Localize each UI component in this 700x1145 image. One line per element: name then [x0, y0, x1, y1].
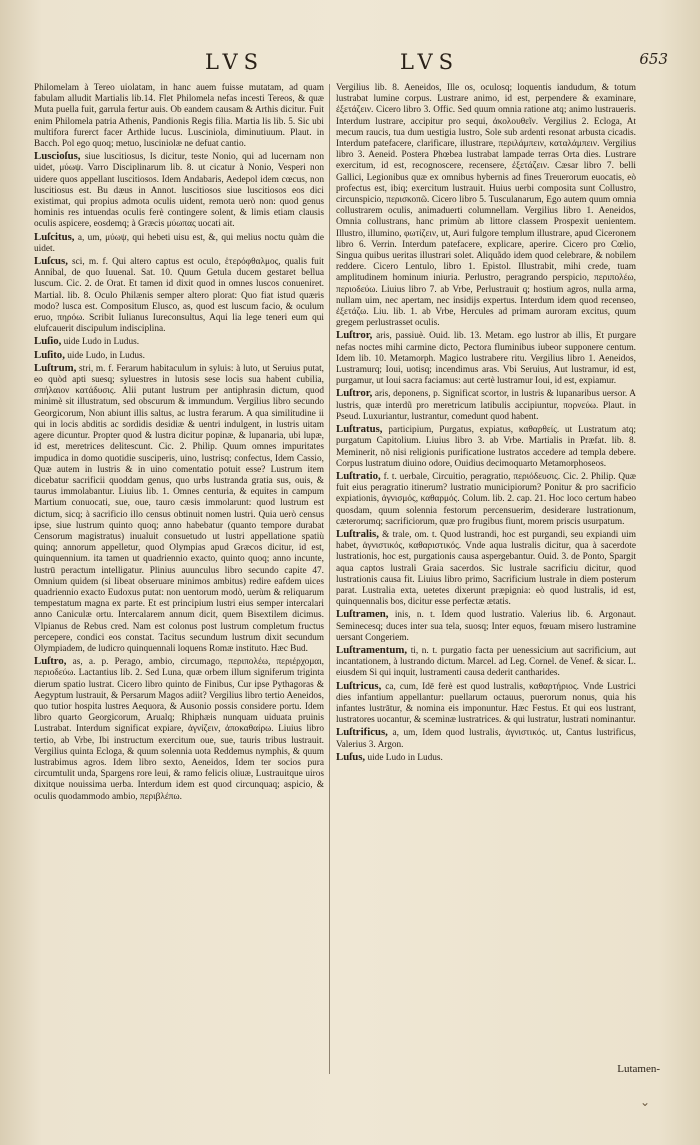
dictionary-entry: [336, 471, 636, 528]
entry-text: f. t. uerbale, Circuitio, peragratio, περιόδευσις. Cic. 2. Philip. Quæ fuit eius peragratio itinerum? lustratio municipiorum? Ponitur & pro sacrificio expiationis, ἁγνισμός, καθαρμός. Colum. lib. 2. cap. 21. Hoc loco certum habeo quosdam, quum solennia festorum percensuerim, desiderare lustrationum, cæterorumq; sacrificiorum, quæ pro frugibus fiunt, morem priscis usurpatum.: [336, 471, 636, 527]
entry-text: stri, m. f. Ferarum habitaculum in syluis: à luto, ut Seruius putat, eo quòd apti suesq; syluestres in lutosis sese locis sua habent cubilia, σπήλαιον κατάδυσις. Alii putant lustrum per antiphrasin dictum, quod minimè sit illustratum, sed obscurum & immundum. Vergilius libro secundo Georgicorum, Non abiunt illis saltus, ac lustra ferarum. A qua similitudine ii qui in locis abditis ac sordidis desidiæ & uentri indulgent, in lustris uitam agere dicuntur. Propter quod & lustra dicitur popinæ, & lupanaria, ubi lupæ, id est, meretrices delitescunt. Cic. 2. Philip. Quum omnes impuritates impudica in domo quotidie susciperis, uino, lustrisq; confectus, Idem Cassio, Quæ autem in lustris & in uino comentatio potuit esse? Lustrum item dicebatur sacrificii quoddam genus, quo urbs lustranda gratia sus, ouis, & taurus immolabantur. Liuius lib. 1. Omnes centuria, & equites in campum Martium conuocati, sue, oue, tauro cæsis immolarunt: quod lustrum est dictum, sicq; à sacrificio illo census obtinuit nomen lustri. Quia uerò census ipse, siue lustrum quinto quoq; anno habebatur (quanto tempore durabat Censorum magistratus) inualuit consuetudo ut lustri appellatione spatiù quinq; annorum appelletur, quod Olympias apud Græcos dicitur, id est, quinquennium. ita tamen ut quadriennio exacto, quinto quoq; anno incunte, lustrū peractum intelligatur. Plinius auunculus libro secundo capite 47. Omnium quidem (si libeat obseruare minimos ambitus) redire eafdem uices quadriennio exacto Eudoxus putat: non uentorum modò, uerùm & reliquarum tempestatum magna ex parte. Et est principium lustri eius semper intercalari anno Caniculæ ortu. Intercalarem annum dicit, quem Bisextilem dicimus. Vlpianus de Rebus cred. Nam est colonus post lustrum completum fructus percepere, condici eos constat. Tacitus secundum lustrum dixit secundum Olympiadem, de ludicro quinquennali loquens Romæ instituto. Hæc Bud.: [34, 363, 324, 654]
entry-headword: Luſtrum,: [34, 361, 77, 374]
entry-headword: Luscioſus,: [34, 150, 81, 163]
entry-text: ca, cum, Idē ferè est quod lustralis, καθαρτήριος. Vnde Lustrici dies infantium appellantur: puellarum octauus, puerorum nonus, quia his infantes lustrātur, & nomina eis imponuntur. Hæc Festus. Et qui eos lustrant, lustratores uocantur, & sceminæ lustratrices. & qui lustratur, lustrati nominantur.: [336, 681, 636, 726]
catchword: Lutamen-: [617, 1063, 660, 1075]
dictionary-entry: [34, 336, 324, 348]
entry-headword: Luſtro,: [34, 655, 67, 668]
entry-text: sci, m. f. Qui altero captus est oculo, ἑτερόφθαλμος, qualis fuit Annibal, de quo Iuuenal. Sat. 10. Quum Getula ducem gestaret bellua luscum. Cic. 2. de Orat. Et tamen id dixit quod in omnes luscos conueniret. Martial. lib. 8. Oculo Philænis semper altero plorat: Quo fiat istud quæris modo? lusca est. Compositum Elusco, as, quod est luscum facio, & oculum eruo, πηρόω. Scribit Iulianus Iureconsultus, Aqui lia lege teneri eum qui elufcauerit discipulum indisciplina.: [34, 257, 324, 335]
entry-text: siue luscitiosus, Is dicitur, teste Nonio, qui ad lucernam non uidet, μύωψ. Varro Disciplinarum lib. 8. ut cicatur à Nonio, Vesperi non uidere quos appellant luscitiosos. Idem Andabaris, Aedepol idem cœcus, non luscitiosus est. Bu dæus in Annot. luscitiosos siue luscitiosos eos dici existimat, qui propius admota oculis uident, remota uerò non: quod genus hominis res intuendas oculis ferè contingere solent, & limis etiam clausis oculis aspicere, eosdemq; à Græcis μύωπας uocati ait.: [34, 152, 324, 230]
entry-headword: Luſtratus,: [336, 423, 383, 436]
entry-text: participium, Purgatus, expiatus, καθαρθείς. ut Lustratum atq; purgatum Capitolium. Liuius libro 3. ab Vrbe. Martialis in Præfat. lib. 8. Meminerit, nõ nisi religionis purificatione lustratos accedere ad templa debere. Corpus lustratum diuino odore, Ouidius decimoquarto Metamorphoseos.: [336, 425, 636, 469]
entry-headword: Luſtrificus,: [336, 726, 388, 739]
entry-text: ti, n. t. purgatio facta per uenessicium aut sacrificium, aut incantationem, à lustrando dictum. Marcel. ad Leg. Cornel. de Venef. & sicar. L. eiusdem Si qui inquit, lustramenti causa dederit cantharides.: [336, 645, 636, 679]
entry-text: Philomelam à Tereo uiolatam, in hanc auem fuisse mutatam, ad quam fabulam alludit Martialis lib.14. Flet Philomela nefas incesti Tereos, & quæ Muta puella fuit, garrula fertur auis. Ob eandem causam & Arthis dicitur. Fuit enim Philomela patria Athenis, Pandionis Regis filia. Martia lis lib. 5. Sic ubi multifora furerct facer Arthide lucus. Lusciniola, diminutiuum. Plaut. in Bacch. Pol ego quoq; metuo, lusciniolæ ne defuat cantio.: [34, 83, 324, 150]
entry-text: a, um, Idem quod lustralis, ἁγνιστικός. ut, Cantus lustrificus, Valerius 3. Argon.: [336, 728, 636, 750]
running-title-left: LVS: [205, 50, 265, 74]
entry-text: aris, deponens, p. Significat scortor, in lustris & lupanaribus uersor. A lustris, quæ interdũ pro meretricum latibulis accipiuntur, πορνεύω. Plaut. in Pseud. Luxuriantur, lustrantur, comedunt quod habent.: [336, 389, 636, 422]
entry-headword: Luſtramentum,: [336, 643, 408, 656]
running-header: [0, 50, 700, 80]
dictionary-entry: [336, 727, 636, 750]
entry-headword: Luſus,: [336, 750, 366, 763]
dictionary-entry: [34, 82, 324, 150]
dictionary-entry: [34, 151, 324, 230]
entry-headword: Luſcitus,: [34, 230, 75, 243]
entry-text: Vergilius lib. 8. Aeneidos, Ille os, oculosq; loquentis iandudum, & totum lustrabat lumine corpus. Lustrare animo, id est, perpendere & examinare, ἐξετάζειν. Cicero libro 3. Offic. Sed quum omnia ratione atq; animo lustraueris. Interdum lustrare, accipitur pro sequi, ἀκολουθεῖν. Vergilius 2. Ecloga, At mecum raucis, tua dum uestigia lustro, Sole sub ardenti resonat arbusta cicadis. Interdum patefacere, clarificare, illustrare, περιλάμπειν, καταλάμπειν. Vergilius libro 3. Aeneid. Postera Phœbea lustrabat lampade terras Orta dies. Lustrare exercitum, id est, recognoscere, recensere, ἐξετάζειν. Cæsar libro 7. belli Gallici, Legionibus quæ ex omnibus hybernis ad fines Treuerorum euocatis, eò profectus est, ibiq; exercitum lustrauit. Huius uerbi composita sunt Collustro, circunspicio, περισκοπῶ. Cicero libro 5. Tusculanarum, Ego autem quum omnia collustrarem oculis, animaduerti columnellam. Vergilius libro 1. Aeneidos, Omnia collustrans, hanc primùm ab littore classem Prospexit uenientem. Illustro, illumino, φωτίζειν, ut, Auri fulgore templum illustrare, apud Ciceronem libro 6. Verrin. Interdum patefacere, explicare, aperire. Cicero pro Cœlio, Singua quibus ueritas illustrari solet. Aliquãdo idem quod celebrare, & nobilem reddere. Cicero Lentulo, libro 1. Epistol. Illustrabit, mihi crede, tuam amplitudinem hominum iniuria. Perlustro, peragrando perspicio, περιπολέω, περιοδεύω. Liuius libro 7. ab Vrbe, Perlustrauit q; hostium agros, nulla arma, nullam uim, nec apertam, nec insidijs expertus. Interdum idem quod recenseo, ἐξετάζω. Liu. lib. 1. ab Vrbe, Hercules ad primam auroram excitus, quum gregem perlustrasset oculis.: [336, 83, 636, 329]
entry-text: uide Ludo, in Ludus.: [67, 350, 145, 361]
entry-headword: Luſtror,: [336, 387, 373, 400]
dictionary-entry: [34, 256, 324, 335]
dictionary-entry: [34, 232, 324, 255]
entry-headword: Luſtror,: [336, 329, 373, 342]
entry-text: as, a. p. Perago, ambio, circumago, περιπολέω, περιέρχομαι, περιοδεύω. Lactantius lib. 2. Sed Luna, quæ orbem illum signiferum triginta dierum spatio lustrat. Cicero libro quinto de Finibus, Cur ipse Pythagoras & Aegyptum lustrauit, & Persarum Magos adiit? Vergilius libro tertio Aeneidos, quo tutior hospita lustres Aequora, & Ausonio possis considere portu. Idem libro quarto Georgicorum, Arualq; Rhiphæis nunquam uiduata pruinis Lustrabat. Interdum significat expiare, ἀγνίζειν, ἀποκαθαίρω. Liuius libro tertio, ab Vrbe, Ibi instructum exercitum oue, sue, tauris tribus lustrauit. Vergilius quinta Ecloga, & quum solennia uota Reddemus nymphis, & quum lustrabimus agros. Idem libro sexto, Aeneidos, Idem ter socios pura circumtulit unda, Spargens rore leui, & ramo felicis oliuæ, Lustrauitque uiros dixitque nouissima uerba. Interdum idem est quod circunquaq; aspicio, & oculis quodammodo ambio, περιβλέπω.: [34, 657, 324, 802]
entry-text: & trale, om. t. Quod lustrandi, hoc est purgandi, seu expiandi uim habet, ἁγνιστικός, καθαριστικός. Vnde aqua lustralis dicitur, qua à sacerdote lustrationis, hoc est, purgationis causa aspergebantur. Ouid. 3. de Ponto, Spargit aqua captos lustrali Graia sacerdos. Sic lustrale sacrificiu dicitur, quod lustrationis causa fit. Liuius libro primo, Sacrificium lustrale in diem posterum parat. Lustralia exta, uetetes dixerunt præpignia: eò quod lustralis, id est, quinquennalis bos, dicitur esse perfectæ ætatis.: [336, 529, 636, 608]
page-number: 653: [639, 50, 668, 68]
left-column: [34, 82, 324, 1082]
entry-headword: Luſtratio,: [336, 469, 381, 482]
entry-headword: Luſito,: [34, 348, 65, 361]
dictionary-entry: [336, 529, 636, 608]
entry-headword: Luſio,: [34, 335, 62, 348]
right-column: [336, 82, 636, 1082]
entry-text: a, um, μύωψ, qui hebeti uisu est, &, qui melius noctu quàm die uidet.: [34, 232, 324, 254]
column-divider: [329, 84, 330, 1074]
dictionary-entry: [34, 350, 324, 362]
entry-headword: Luſtralis,: [336, 527, 379, 540]
dictionary-entry: [34, 363, 324, 655]
dictionary-entry: [336, 82, 636, 329]
entry-text: inis, n. t. Idem quod lustratio. Valerius lib. 6. Argonaut. Seminecesq; duces inter sua tela, suosq; Inter equos, fœuam misero lustramine uersant Congeriem.: [336, 610, 636, 643]
dictionary-entry: [34, 656, 324, 803]
dictionary-entry: [336, 609, 636, 644]
dictionary-entry: [336, 388, 636, 423]
dictionary-entry: [336, 681, 636, 727]
entry-headword: Luſtricus,: [336, 679, 382, 692]
entry-text: aris, passiuè. Ouid. lib. 13. Metam. ego lustror ab illis, Et purgare nefas noctes mihi carmine dicto, Pectora fluminibus iubeor supponere centum. Idem lib. 10. Metamorph. Magico lustrabere ritu. Vergilius libro 1. Aeneidos, Lustramurq; Ioui, uotisq; incendimus aras. Vbi Seruius, Aut lustramur, id est, purgamur, ut Ioui sacra faciamus: aut certè lustramur Ioui, id est, expiamur.: [336, 331, 636, 387]
dictionary-entry: [336, 752, 636, 764]
running-title-right: LVS: [400, 50, 460, 74]
entry-text: uide Ludo in Ludus.: [63, 337, 140, 348]
dictionary-entry: [336, 424, 636, 470]
dictionary-entry: [336, 330, 636, 387]
entry-text: uide Ludo in Ludus.: [367, 752, 443, 763]
corner-mark: ⌄: [639, 1095, 650, 1109]
entry-headword: Luſtramen,: [336, 608, 389, 621]
dictionary-entry: [336, 645, 636, 680]
entry-headword: Luſcus,: [34, 255, 68, 268]
